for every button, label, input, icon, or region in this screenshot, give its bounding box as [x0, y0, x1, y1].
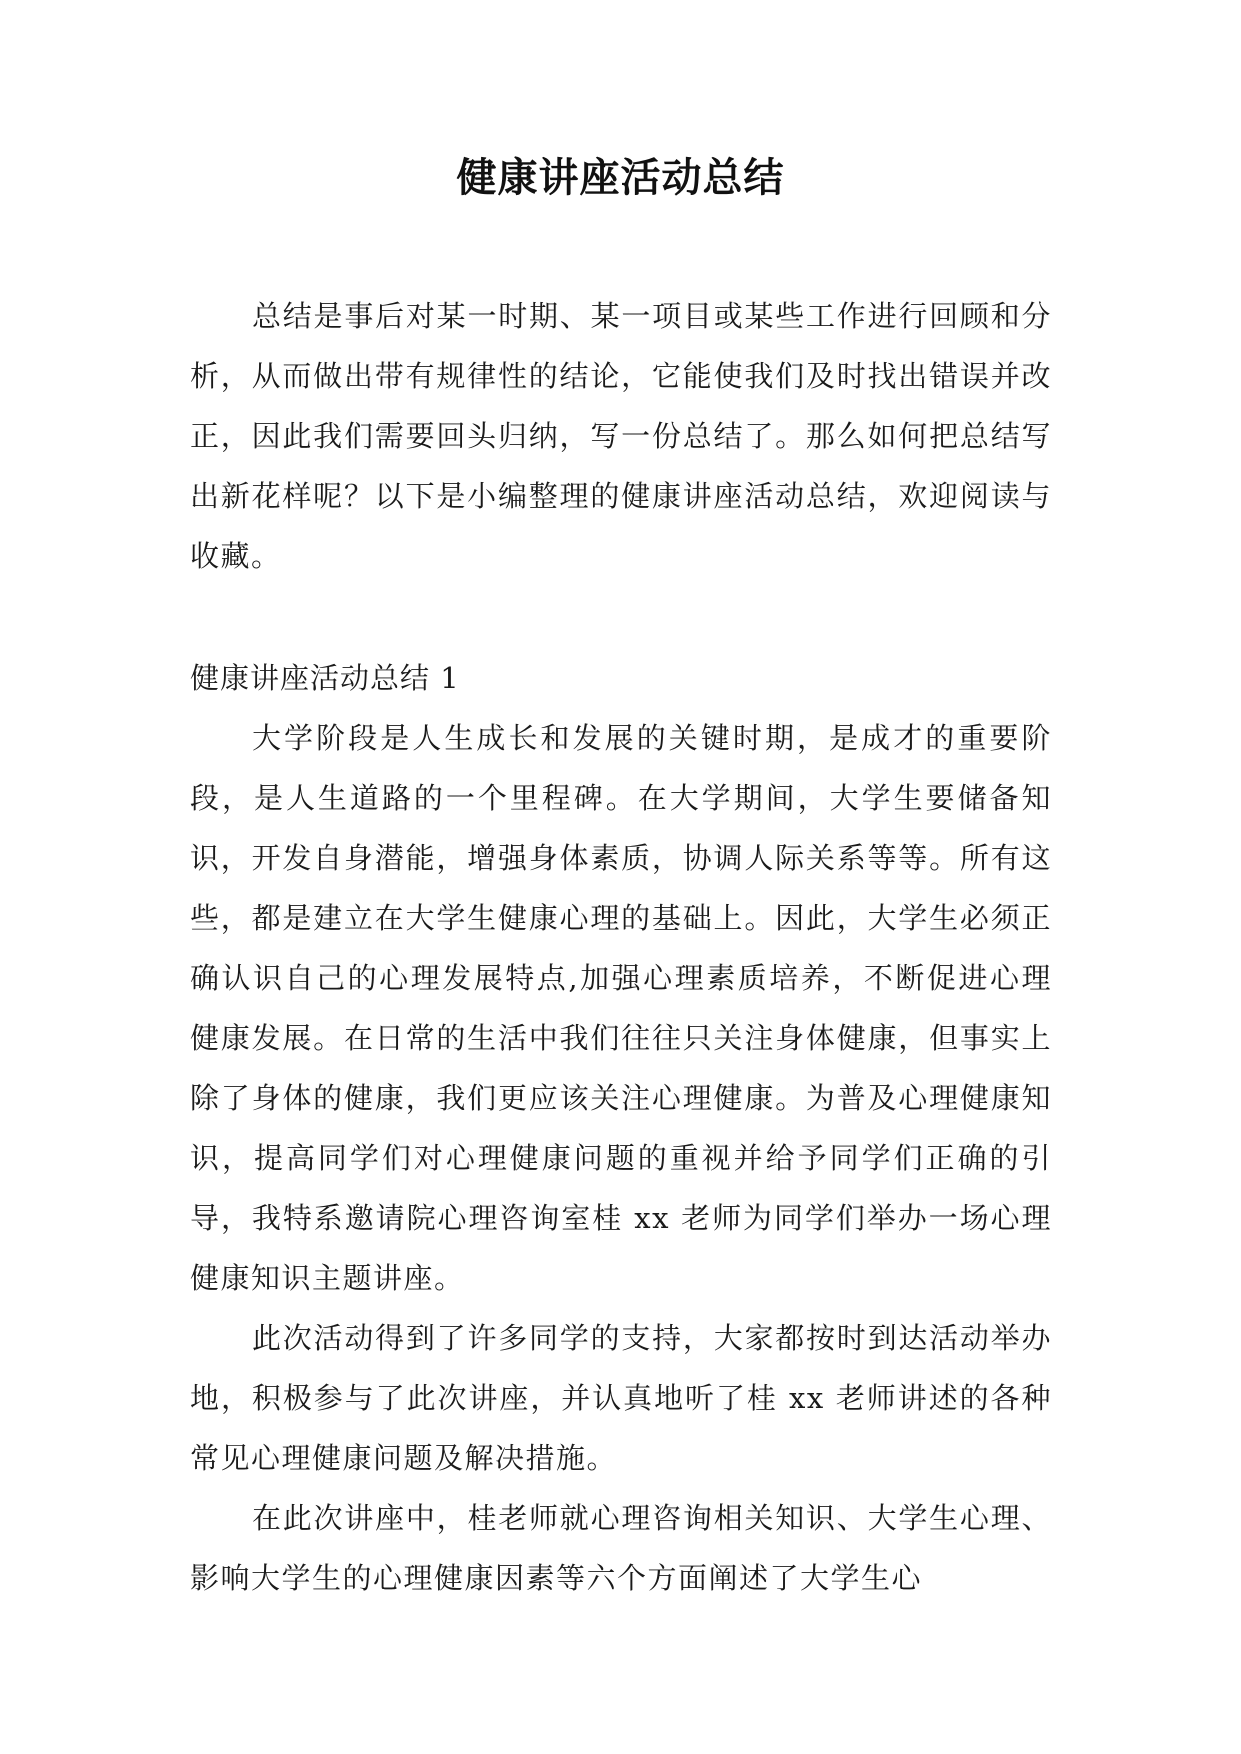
body-paragraph: 在此次讲座中，桂老师就心理咨询相关知识、大学生心理、影响大学生的心理健康因素等六个方面阐述了大学生心 [190, 1501, 1052, 1595]
section-heading: 健康讲座活动总结 1 [190, 661, 460, 695]
body-paragraph: 大学阶段是人生成长和发展的关键时期，是成才的重要阶段，是人生道路的一个里程碑。在大学期间，大学生要储备知识，开发自身潜能，增强身体素质，协调人际关系等等。所有这些，都是建立在大学生健康心理的基础上。因此，大学生必须正确认识自己的心理发展特点,加强心理素质培养，不断促进心理健康发展。在日常的生活中我们往往只关注身体健康，但事实上除了身体的健康，我们更应该关注心理健康。为普及心理健康知识，提高同学们对心理健康问题的重视并给予同学们正确的引导，我特系邀请院心理咨询室桂 xx 老师为同学们举办一场心理健康知识主题讲座。 [190, 721, 1052, 1295]
document-title: 健康讲座活动总结 [456, 155, 785, 201]
body-paragraph: 此次活动得到了许多同学的支持，大家都按时到达活动举办地，积极参与了此次讲座，并认真地听了桂 xx 老师讲述的各种常见心理健康问题及解决措施。 [190, 1321, 1052, 1475]
intro-paragraph: 总结是事后对某一时期、某一项目或某些工作进行回顾和分析，从而做出带有规律性的结论，它能使我们及时找出错误并改正，因此我们需要回头归纳，写一份总结了。那么如何把总结写出新花样呢？以下是小编整理的健康讲座活动总结，欢迎阅读与收藏。 [190, 299, 1052, 573]
document-body [190, 286, 1052, 1608]
